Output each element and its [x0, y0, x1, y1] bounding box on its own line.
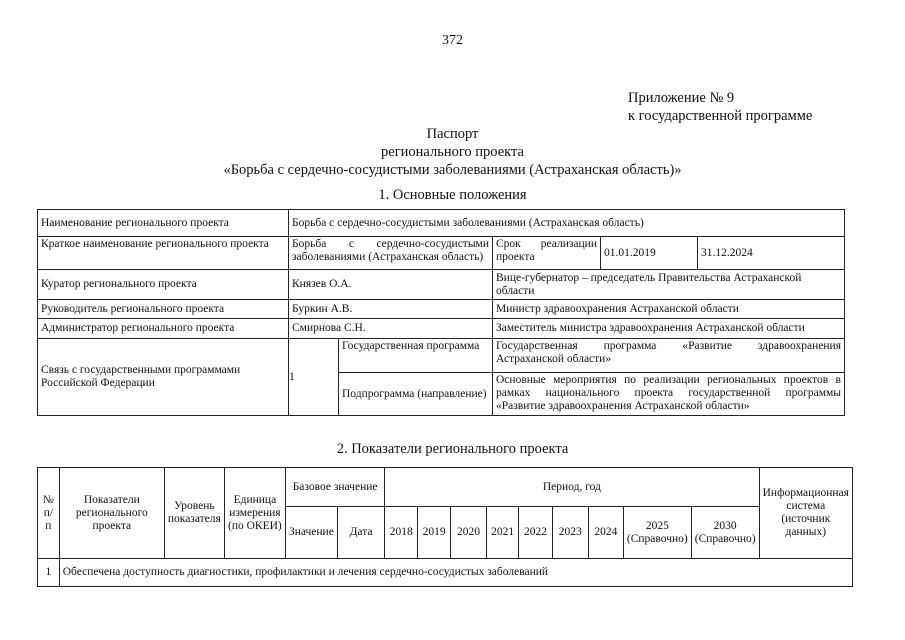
- short-name-label: Краткое наименование регионального проекта: [38, 237, 289, 270]
- admin-position: Заместитель министра здравоохранения Астраханской области: [493, 319, 845, 339]
- short-name-value: Борьба с сердечно-сосудистыми заболеваниями (Астраханская область): [289, 237, 493, 270]
- main-provisions-table: [37, 209, 845, 416]
- appendix-note: [628, 89, 812, 125]
- col-2022: 2022: [519, 507, 552, 559]
- col-2019: 2019: [418, 507, 451, 559]
- head-name: Буркин А.В.: [289, 300, 493, 319]
- head-label: Руководитель регионального проекта: [38, 300, 289, 319]
- col-indicators: Показатели регионального проекта: [59, 468, 164, 559]
- row-1-num: 1: [38, 559, 60, 587]
- link-number: 1: [289, 339, 339, 416]
- curator-name: Князев О.А.: [289, 270, 493, 300]
- col-2020: 2020: [451, 507, 487, 559]
- col-base-value: Значение: [285, 507, 337, 559]
- state-program-label: Государственная программа: [339, 339, 493, 373]
- state-program-value: Государственная программа «Развитие здравоохранения Астраханской области»: [493, 339, 845, 373]
- period-end: 31.12.2024: [698, 237, 845, 270]
- section-2-title: 2. Показатели регионального проекта: [336, 441, 569, 457]
- col-2024: 2024: [588, 507, 623, 559]
- admin-name: Смирнова С.Н.: [289, 319, 493, 339]
- project-name-label: Наименование регионального проекта: [38, 210, 289, 237]
- col-period: Период, год: [385, 468, 759, 507]
- link-label: Связь с государственными программами Российской Федерации: [38, 339, 289, 416]
- appendix-line-1: Приложение № 9: [628, 90, 735, 106]
- col-2030: 2030 (Справочно): [691, 507, 759, 559]
- period-label: Срок реализации проекта: [493, 237, 601, 270]
- col-2018: 2018: [385, 507, 418, 559]
- title-line-3: «Борьба с сердечно-сосудистыми заболеваниями (Астраханская область)»: [223, 162, 682, 178]
- row-1-text: Обеспечена доступность диагностики, профилактики и лечения сердечно-сосудистых заболеваний: [59, 559, 852, 587]
- admin-label: Администратор регионального проекта: [38, 319, 289, 339]
- col-2023: 2023: [552, 507, 588, 559]
- col-info-system: Информационная система (источник данных): [759, 468, 852, 559]
- period-start: 01.01.2019: [601, 237, 698, 270]
- col-unit: Единица измерения (по ОКЕИ): [224, 468, 285, 559]
- curator-label: Куратор регионального проекта: [38, 270, 289, 300]
- section-1-title: 1. Основные положения: [378, 187, 527, 203]
- col-level: Уровень показателя: [164, 468, 224, 559]
- head-position: Министр здравоохранения Астраханской области: [493, 300, 845, 319]
- page-number: 372: [442, 33, 463, 48]
- col-2025: 2025 (Справочно): [623, 507, 691, 559]
- title-line-2: регионального проекта: [381, 144, 524, 160]
- curator-position: Вице-губернатор – председатель Правительства Астраханской области: [493, 270, 845, 300]
- col-base: Базовое значение: [285, 468, 384, 507]
- col-num: № п/п: [38, 468, 60, 559]
- document-title: [0, 125, 905, 179]
- title-line-1: Паспорт: [426, 126, 479, 142]
- col-base-date: Дата: [337, 507, 384, 559]
- subprogram-value: Основные мероприятия по реализации региональных проектов в рамках национального проекта государственной программы «Развитие здравоохранения Астраханской области»: [493, 373, 845, 416]
- col-2021: 2021: [486, 507, 518, 559]
- project-name-value: Борьба с сердечно-сосудистыми заболеваниями (Астраханская область): [289, 210, 845, 237]
- appendix-line-2: к государственной программе: [628, 108, 813, 124]
- indicators-table: [37, 467, 853, 587]
- subprogram-label: Подпрограмма (направление): [339, 373, 493, 416]
